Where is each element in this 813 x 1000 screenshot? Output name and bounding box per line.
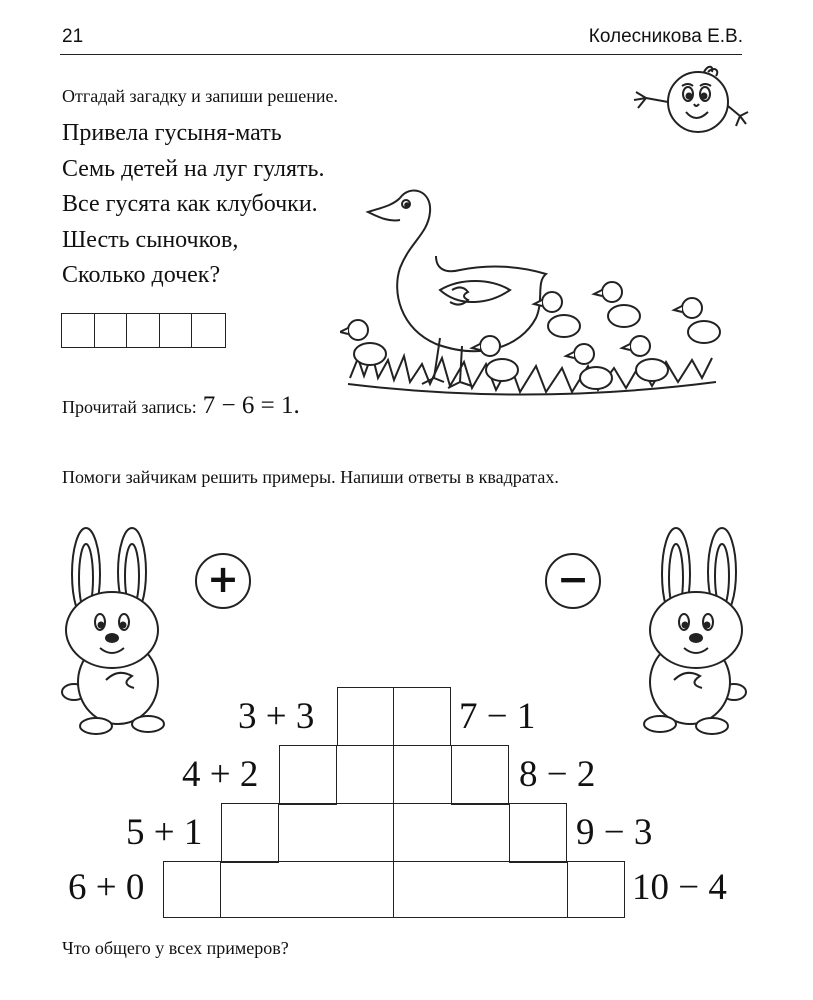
plus-example: 3 + 3 (238, 696, 315, 737)
poem-line: Привела гусыня-мать (62, 120, 282, 146)
answer-cell[interactable] (95, 314, 128, 347)
grid-step (451, 745, 509, 805)
poem-line: Шесть сыночков, (62, 226, 239, 253)
minus-symbol: − (557, 557, 589, 601)
plus-sign-circle (195, 553, 251, 609)
bunny-left-illustration (56, 526, 176, 736)
grid-step (221, 803, 279, 863)
plus-example: 6 + 0 (68, 867, 145, 908)
minus-sign-circle (545, 553, 601, 609)
answer-box-right-1[interactable] (393, 687, 451, 747)
plus-example: 5 + 1 (126, 812, 203, 853)
header-divider (60, 54, 742, 55)
grid-step (279, 745, 337, 805)
minus-example: 9 − 3 (576, 812, 653, 853)
bunny-right-illustration (632, 526, 752, 736)
footer-question: Что общего у всех примеров? (62, 938, 289, 958)
page-number: 21 (62, 26, 84, 47)
answer-box-left-1[interactable] (337, 687, 395, 747)
minus-example: 8 − 2 (519, 754, 596, 795)
riddle-poem (62, 116, 325, 294)
poem-line: Все гусята как клубочки. (62, 191, 318, 217)
author-name: Колесникова Е.В. (588, 26, 743, 47)
read-expression-line (62, 392, 300, 420)
grid-step (567, 861, 625, 918)
read-label: Прочитай запись: (62, 397, 197, 417)
poem-line: Сколько дочек? (62, 262, 221, 288)
riddle-instruction: Отгадай загадку и запиши решение. (62, 86, 338, 106)
read-expression: 7 − 6 = 1. (202, 392, 300, 419)
task2-instruction: Помоги зайчикам решить примеры. Напиши ответы в квадратах. (62, 467, 559, 487)
minus-example: 10 − 4 (632, 867, 727, 908)
minus-example: 7 − 1 (459, 696, 536, 737)
goose-goslings-illustration (340, 178, 730, 408)
answer-cell[interactable] (192, 314, 225, 347)
answer-cell[interactable] (160, 314, 193, 347)
plus-example: 4 + 2 (182, 754, 259, 795)
answer-cell[interactable] (62, 314, 95, 347)
answer-cell[interactable] (127, 314, 160, 347)
grid-step (509, 803, 567, 863)
grid-step (163, 861, 221, 918)
riddle-answer-boxes[interactable] (61, 313, 226, 348)
kolobok-illustration (628, 62, 750, 134)
plus-symbol: + (207, 557, 239, 601)
poem-line: Семь детей на луг гулять. (62, 155, 325, 182)
